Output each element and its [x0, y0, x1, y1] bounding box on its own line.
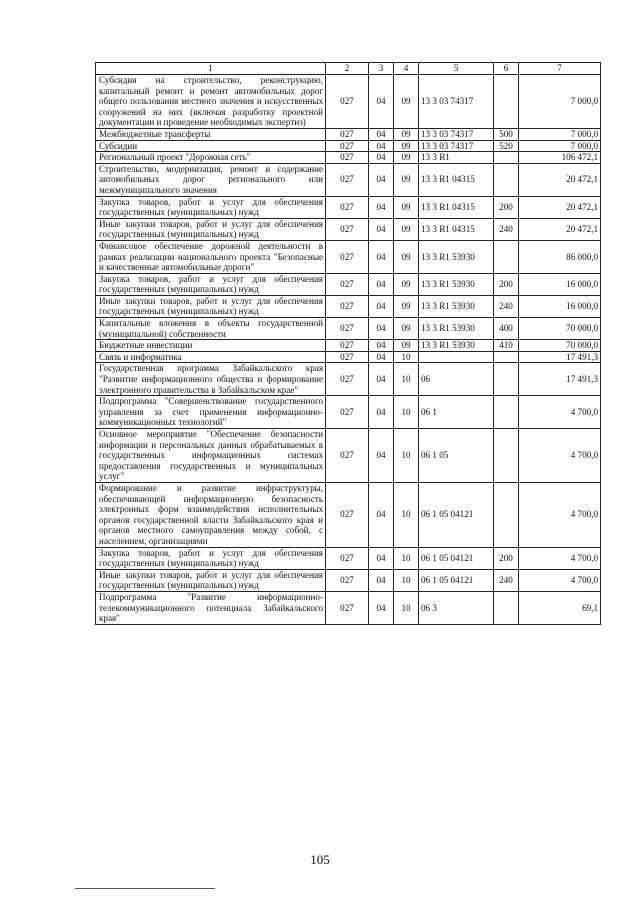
row-expense-type-cell: 240	[494, 218, 519, 240]
table-row	[96, 128, 601, 140]
column-header: 6	[494, 63, 519, 75]
row-amount-cell: 86 000,0	[519, 240, 601, 273]
row-subsection-cell: 09	[394, 152, 419, 164]
column-header: 7	[519, 63, 601, 75]
row-section-cell: 04	[369, 482, 394, 547]
row-name-cell: Бюджетные инвестиции	[96, 340, 326, 352]
row-code-cell: 027	[326, 318, 369, 340]
row-section-cell: 04	[369, 218, 394, 240]
row-code-cell: 027	[326, 340, 369, 352]
row-subsection-cell: 09	[394, 218, 419, 240]
row-name-cell: Региональный проект "Дорожная сеть"	[96, 152, 326, 164]
row-expense-type-cell: 200	[494, 273, 519, 295]
table-row	[96, 218, 601, 240]
row-subsection-cell: 09	[394, 295, 419, 317]
row-expense-type-cell: 240	[494, 569, 519, 591]
row-expense-type-cell	[494, 363, 519, 396]
row-subsection-cell: 09	[394, 163, 419, 196]
row-target-article-cell: 06 1 05 04121	[419, 569, 494, 591]
row-target-article-cell: 06 1 05	[419, 429, 494, 483]
row-name-cell: Закупка товаров, работ и услуг для обеспечения государственных (муниципальных) нужд	[96, 273, 326, 295]
column-header: 5	[419, 63, 494, 75]
row-name-cell: Связь и информатика	[96, 351, 326, 363]
row-name-cell: Подпрограмма "Совершенствование государственного управления за счет применения информационно-коммуникационных технологий"	[96, 396, 326, 429]
row-expense-type-cell: 200	[494, 547, 519, 569]
budget-table-sheet	[95, 62, 600, 625]
row-amount-cell: 70 000,0	[519, 318, 601, 340]
row-amount-cell: 7 000,0	[519, 128, 601, 140]
table-row	[96, 591, 601, 624]
row-code-cell: 027	[326, 351, 369, 363]
row-code-cell: 027	[326, 363, 369, 396]
row-section-cell: 04	[369, 351, 394, 363]
row-target-article-cell: 06 3	[419, 591, 494, 624]
row-code-cell: 027	[326, 128, 369, 140]
row-subsection-cell: 10	[394, 591, 419, 624]
row-amount-cell: 69,1	[519, 591, 601, 624]
table-row	[96, 569, 601, 591]
row-expense-type-cell: 500	[494, 128, 519, 140]
row-expense-type-cell	[494, 240, 519, 273]
column-header: 1	[96, 63, 326, 75]
row-amount-cell: 16 000,0	[519, 295, 601, 317]
row-amount-cell: 17 491,3	[519, 363, 601, 396]
row-section-cell: 04	[369, 152, 394, 164]
row-expense-type-cell	[494, 163, 519, 196]
row-amount-cell: 20 472,1	[519, 218, 601, 240]
row-name-cell: Иные закупки товаров, работ и услуг для обеспечения государственных (муниципальных) нужд	[96, 218, 326, 240]
row-expense-type-cell: 410	[494, 340, 519, 352]
table-row	[96, 351, 601, 363]
row-section-cell: 04	[369, 569, 394, 591]
row-code-cell: 027	[326, 152, 369, 164]
row-subsection-cell: 09	[394, 340, 419, 352]
row-expense-type-cell	[494, 429, 519, 483]
table-row	[96, 196, 601, 218]
row-subsection-cell: 09	[394, 318, 419, 340]
row-subsection-cell: 10	[394, 429, 419, 483]
row-name-cell: Закупка товаров, работ и услуг для обеспечения государственных (муниципальных) нужд	[96, 547, 326, 569]
row-target-article-cell: 13 3 R1 04315	[419, 163, 494, 196]
row-amount-cell: 4 700,0	[519, 569, 601, 591]
row-subsection-cell: 09	[394, 240, 419, 273]
row-subsection-cell: 10	[394, 482, 419, 547]
row-code-cell: 027	[326, 547, 369, 569]
row-name-cell: Закупка товаров, работ и услуг для обеспечения государственных (муниципальных) нужд	[96, 196, 326, 218]
row-expense-type-cell	[494, 351, 519, 363]
row-code-cell: 027	[326, 140, 369, 152]
row-section-cell: 04	[369, 75, 394, 129]
row-target-article-cell: 13 3 03 74317	[419, 75, 494, 129]
row-target-article-cell	[419, 351, 494, 363]
table-row	[96, 240, 601, 273]
row-subsection-cell: 10	[394, 351, 419, 363]
row-code-cell: 027	[326, 569, 369, 591]
row-code-cell: 027	[326, 591, 369, 624]
page-number: 105	[310, 852, 330, 867]
row-amount-cell: 17 491,3	[519, 351, 601, 363]
row-name-cell: Капитальные вложения в объекты государственной (муниципальной) собственности	[96, 318, 326, 340]
row-code-cell: 027	[326, 396, 369, 429]
row-section-cell: 04	[369, 429, 394, 483]
row-subsection-cell: 10	[394, 547, 419, 569]
row-amount-cell: 4 700,0	[519, 396, 601, 429]
row-amount-cell: 7 000,0	[519, 75, 601, 129]
row-subsection-cell: 09	[394, 75, 419, 129]
row-target-article-cell: 13 3 03 74317	[419, 140, 494, 152]
row-section-cell: 04	[369, 240, 394, 273]
row-subsection-cell: 09	[394, 196, 419, 218]
row-target-article-cell: 13 3 R1 53930	[419, 340, 494, 352]
row-code-cell: 027	[326, 75, 369, 129]
row-section-cell: 04	[369, 295, 394, 317]
row-target-article-cell: 13 3 03 74317	[419, 128, 494, 140]
row-section-cell: 04	[369, 396, 394, 429]
row-section-cell: 04	[369, 196, 394, 218]
row-target-article-cell: 13 3 R1 53930	[419, 318, 494, 340]
table-row	[96, 429, 601, 483]
row-amount-cell: 4 700,0	[519, 482, 601, 547]
table-row	[96, 482, 601, 547]
row-target-article-cell: 13 3 R1 04315	[419, 218, 494, 240]
row-target-article-cell: 13 3 R1 04315	[419, 196, 494, 218]
row-subsection-cell: 09	[394, 128, 419, 140]
row-code-cell: 027	[326, 273, 369, 295]
row-amount-cell: 16 000,0	[519, 273, 601, 295]
table-row	[96, 163, 601, 196]
row-name-cell: Формирование и развитие инфраструктуры, обеспечивающей информационную безопасность электронных форм взаимодействия исполнительных органов государственной власти Забайкальского края и органов местного самоуправления между собой, с населением, организациями	[96, 482, 326, 547]
row-subsection-cell: 09	[394, 273, 419, 295]
row-name-cell: Иные закупки товаров, работ и услуг для обеспечения государственных (муниципальных) нужд	[96, 569, 326, 591]
row-subsection-cell: 10	[394, 363, 419, 396]
row-target-article-cell: 13 3 R1	[419, 152, 494, 164]
row-name-cell: Иные закупки товаров, работ и услуг для обеспечения государственных (муниципальных) нужд	[96, 295, 326, 317]
row-expense-type-cell	[494, 482, 519, 547]
row-expense-type-cell	[494, 75, 519, 129]
row-subsection-cell: 09	[394, 140, 419, 152]
row-amount-cell: 20 472,1	[519, 163, 601, 196]
row-code-cell: 027	[326, 482, 369, 547]
row-target-article-cell: 13 3 R1 53930	[419, 240, 494, 273]
row-target-article-cell: 13 3 R1 53930	[419, 295, 494, 317]
row-name-cell: Государственная программа Забайкальского края "Развитие информационного общества и формирование электронного правительства в Забайкальском крае"	[96, 363, 326, 396]
row-name-cell: Межбюджетные трансферты	[96, 128, 326, 140]
table-row	[96, 75, 601, 129]
row-section-cell: 04	[369, 128, 394, 140]
table-row	[96, 295, 601, 317]
row-expense-type-cell: 240	[494, 295, 519, 317]
row-expense-type-cell	[494, 591, 519, 624]
row-amount-cell: 7 000,0	[519, 140, 601, 152]
row-section-cell: 04	[369, 140, 394, 152]
row-section-cell: 04	[369, 163, 394, 196]
table-row	[96, 340, 601, 352]
row-amount-cell: 20 472,1	[519, 196, 601, 218]
column-header: 3	[369, 63, 394, 75]
table-row	[96, 363, 601, 396]
row-subsection-cell: 10	[394, 569, 419, 591]
row-target-article-cell: 06 1 05 04121	[419, 547, 494, 569]
row-name-cell: Строительство, модернизация, ремонт и содержание автомобильных дорог регионального или межмуниципального значения	[96, 163, 326, 196]
row-name-cell: Финансовое обеспечение дорожной деятельности в рамках реализации национального проекта "Безопасные и качественные автомобильные дороги"	[96, 240, 326, 273]
row-target-article-cell: 06	[419, 363, 494, 396]
column-header: 2	[326, 63, 369, 75]
row-amount-cell: 4 700,0	[519, 429, 601, 483]
row-name-cell: Субсидия на строительство, реконструкцию, капитальный ремонт и ремонт автомобильных дорог общего пользования местного значения и искусственных сооружений на них (включая разработку проектной документации и проведение необходимых экспертиз)	[96, 75, 326, 129]
row-target-article-cell: 06 1 05 04121	[419, 482, 494, 547]
row-expense-type-cell	[494, 396, 519, 429]
table-row	[96, 396, 601, 429]
row-code-cell: 027	[326, 295, 369, 317]
row-section-cell: 04	[369, 547, 394, 569]
row-expense-type-cell	[494, 152, 519, 164]
row-section-cell: 04	[369, 363, 394, 396]
row-target-article-cell: 06 1	[419, 396, 494, 429]
row-section-cell: 04	[369, 591, 394, 624]
row-code-cell: 027	[326, 240, 369, 273]
row-section-cell: 04	[369, 273, 394, 295]
table-body	[96, 75, 601, 625]
row-expense-type-cell: 200	[494, 196, 519, 218]
header-row	[96, 63, 601, 75]
row-code-cell: 027	[326, 196, 369, 218]
budget-table	[95, 62, 601, 625]
column-header: 4	[394, 63, 419, 75]
footer-rule	[75, 888, 215, 889]
row-code-cell: 027	[326, 163, 369, 196]
row-amount-cell: 106 472,1	[519, 152, 601, 164]
row-name-cell: Основное мероприятие "Обеспечение безопасности информации и персональных данных обрабатываемых в государственных информационных системах предоставления государственных и муниципальных услуг"	[96, 429, 326, 483]
row-expense-type-cell: 400	[494, 318, 519, 340]
row-name-cell: Субсидии	[96, 140, 326, 152]
row-subsection-cell: 10	[394, 396, 419, 429]
table-row	[96, 273, 601, 295]
table-row	[96, 140, 601, 152]
table-row	[96, 152, 601, 164]
table-row	[96, 318, 601, 340]
row-expense-type-cell: 520	[494, 140, 519, 152]
row-target-article-cell: 13 3 R1 53930	[419, 273, 494, 295]
row-amount-cell: 70 000,0	[519, 340, 601, 352]
row-section-cell: 04	[369, 340, 394, 352]
row-name-cell: Подпрограмма "Развитие информационно-телекоммуникационного потенциала Забайкальского края"	[96, 591, 326, 624]
row-section-cell: 04	[369, 318, 394, 340]
table-row	[96, 547, 601, 569]
row-code-cell: 027	[326, 429, 369, 483]
row-code-cell: 027	[326, 218, 369, 240]
row-amount-cell: 4 700,0	[519, 547, 601, 569]
